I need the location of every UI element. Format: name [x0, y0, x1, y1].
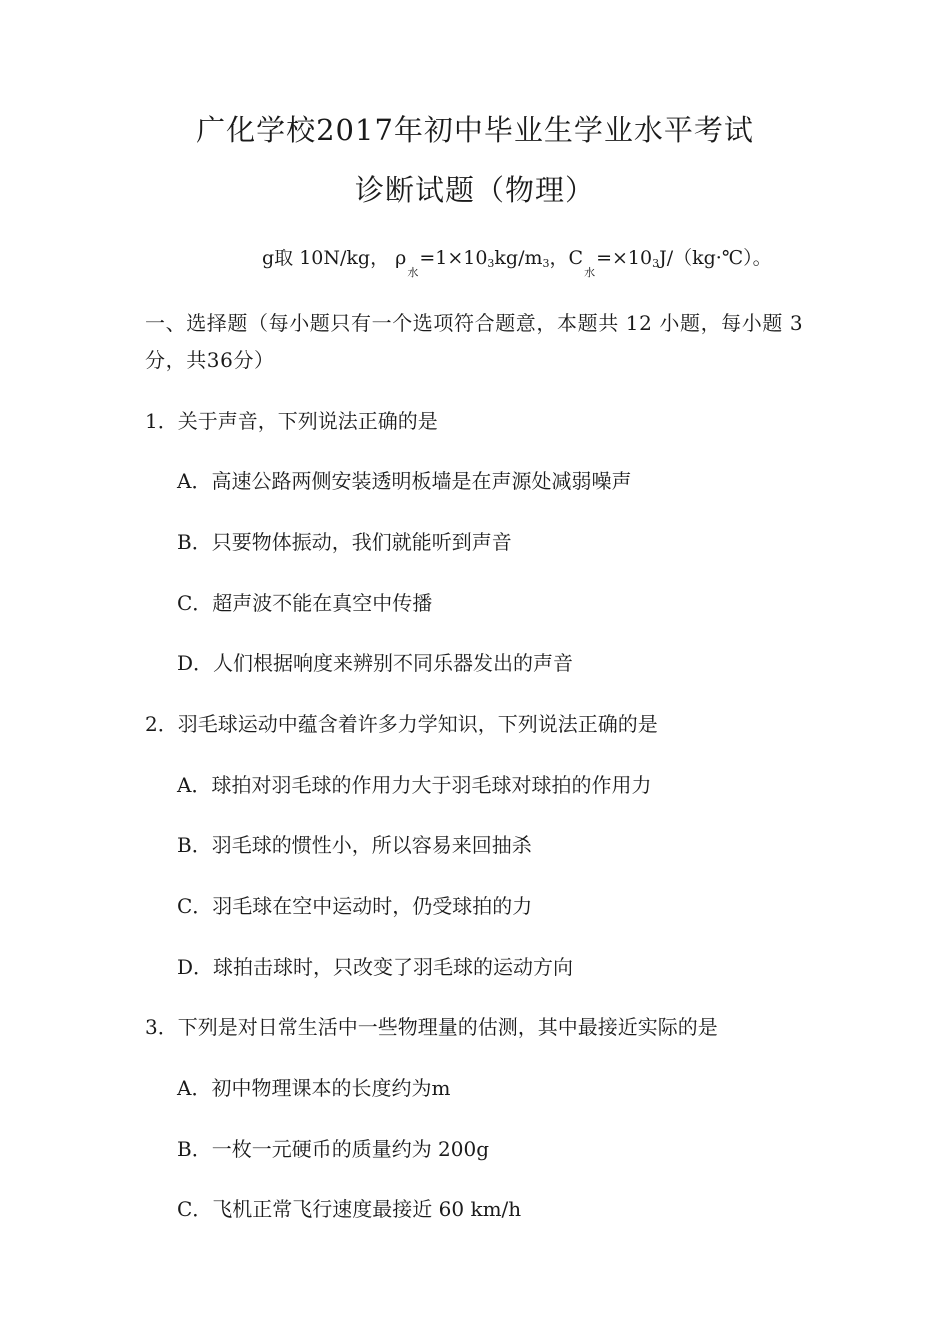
rho-exponent: 3 — [487, 257, 495, 270]
c-subscript: 水 — [584, 266, 596, 279]
section-heading-line2: 分，共36分） — [145, 348, 275, 372]
question-1-option-c: C．超声波不能在真空中传播 — [177, 591, 433, 615]
c-symbol: C — [568, 247, 584, 269]
question-2-option-a: A．球拍对羽毛球的作用力大于羽毛球对球拍的作用力 — [177, 773, 652, 797]
rho-value: =1×10 — [419, 247, 488, 269]
question-2-option-d: D．球拍击球时，只改变了羽毛球的运动方向 — [177, 955, 574, 979]
exam-subtitle: 诊断试题（物理） — [354, 173, 595, 207]
physical-constants — [262, 247, 772, 279]
rho-unit: kg/m — [494, 247, 543, 269]
question-1-stem: 1．关于声音，下列说法正确的是 — [145, 409, 438, 433]
question-2-option-c: C．羽毛球在空中运动时，仍受球拍的力 — [177, 894, 533, 918]
question-2-option-b: B．羽毛球的惯性小，所以容易来回抽杀 — [177, 833, 532, 857]
question-3-option-b: B．一枚一元硬币的质量约为 200g — [177, 1137, 490, 1161]
gravity-constant: g取 10N/kg， — [262, 247, 390, 269]
rho-symbol: ρ — [395, 247, 407, 269]
question-3-option-a: A．初中物理课本的长度约为m — [177, 1076, 451, 1100]
question-1-option-d: D．人们根据响度来辨别不同乐器发出的声音 — [177, 651, 574, 675]
c-value: =×10 — [596, 247, 653, 269]
c-exponent: 3 — [652, 257, 660, 270]
question-2-stem: 2．羽毛球运动中蕴含着许多力学知识，下列说法正确的是 — [145, 712, 658, 736]
question-3-option-c: C．飞机正常飞行速度最接近 60 km/h — [177, 1197, 522, 1221]
rho-subscript: 水 — [407, 266, 419, 279]
section-heading-line1: 一、选择题（每小题只有一个选项符合题意，本题共 12 小题，每小题 3 — [145, 311, 804, 335]
question-3-stem: 3．下列是对日常生活中一些物理量的估测，其中最接近实际的是 — [145, 1015, 718, 1039]
question-1-option-b: B．只要物体振动，我们就能听到声音 — [177, 530, 512, 554]
c-unit: J/（kg·℃）。 — [659, 247, 772, 269]
separator: ， — [549, 247, 569, 269]
question-1-option-a: A．高速公路两侧安装透明板墙是在声源处减弱噪声 — [177, 469, 632, 493]
rho-unit-exponent: 3 — [542, 257, 550, 270]
exam-title: 广化学校2017年初中毕业生学业水平考试 — [196, 113, 754, 147]
